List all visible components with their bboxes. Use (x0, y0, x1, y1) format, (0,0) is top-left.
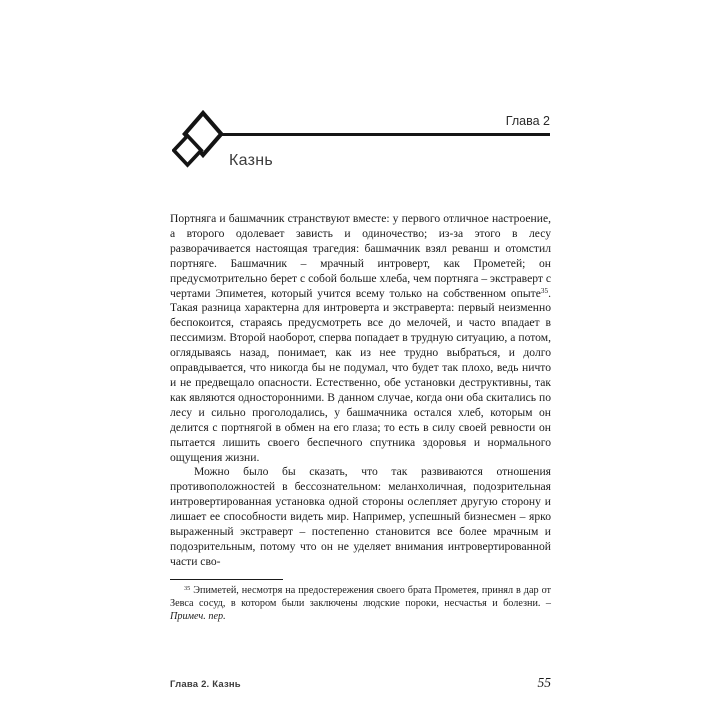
page-content (170, 212, 551, 624)
page-footer (170, 675, 551, 691)
chapter-number-label: Глава 2 (505, 114, 550, 128)
running-title: Глава 2. Казнь (170, 679, 241, 690)
chapter-title: Казнь (229, 152, 274, 169)
body-paragraph: Можно было бы сказать, что так развиваются отношения противоположностей в бессознательном: меланхоличная, подозрительная интровертированная установка одной стороны ослепляет другую сторону и лишает ее способности видеть мир. Например, успешный бизнесмен – ярко выраженный экстраверт – постепенно становится все более мрачным и подозрительным, потому что он не уделяет внимания интровертированной части сво- (170, 465, 551, 568)
page-number: 55 (537, 675, 551, 690)
footnote: $^{35}$ Эпиметей, несмотря на предостережения своего брата Прометея, принял в дар от Зевса сосуд, в котором были заключены людские пороки, несчастья и болезни. – Примеч. пер. (170, 585, 551, 623)
footnote-separator (170, 579, 283, 581)
header-rule (221, 133, 550, 136)
body-paragraph: Портняга и башмачник странствуют вместе: у первого отличное настроение, а второго одолевает зависть и одиночество; из-за этого в лесу разворачивается настоящая трагедия: башмачник взял реванш и отомстил портняге. Башмачник – мрачный интроверт, как Прометей; он предусмотрительно берет с собой больше хлеба, чем портняга – экстраверт с чертами Эпиметея, который учится всему только на собственном опыте$^{35}$. Такая разница характерна для интроверта и экстраверта: первый неизменно беспокоится, стараясь предусмотреть все до мелочей, и часто впадает в пессимизм. Второй наоборот, сперва попадает в трудную ситуацию, а потом, оглядываясь назад, понимает, как из нее трудно выбраться, и долго оправдывается, что никогда бы не подумал, что будет так плохо, ведь ничто и не предвещало опасности. Естественно, обе установки деструктивны, так как являются односторонними. В данном случае, когда они оба скитались по лесу и сильно проголодались, у башмачника остался хлеб, которым он делится с портнягой в обмен на его глаза; то есть в силу своей ревности он пытается лишить своего беспечного спутника здоровья и нормального ощущения жизни. (170, 212, 551, 464)
publisher-diamond-logo-icon (172, 110, 224, 168)
